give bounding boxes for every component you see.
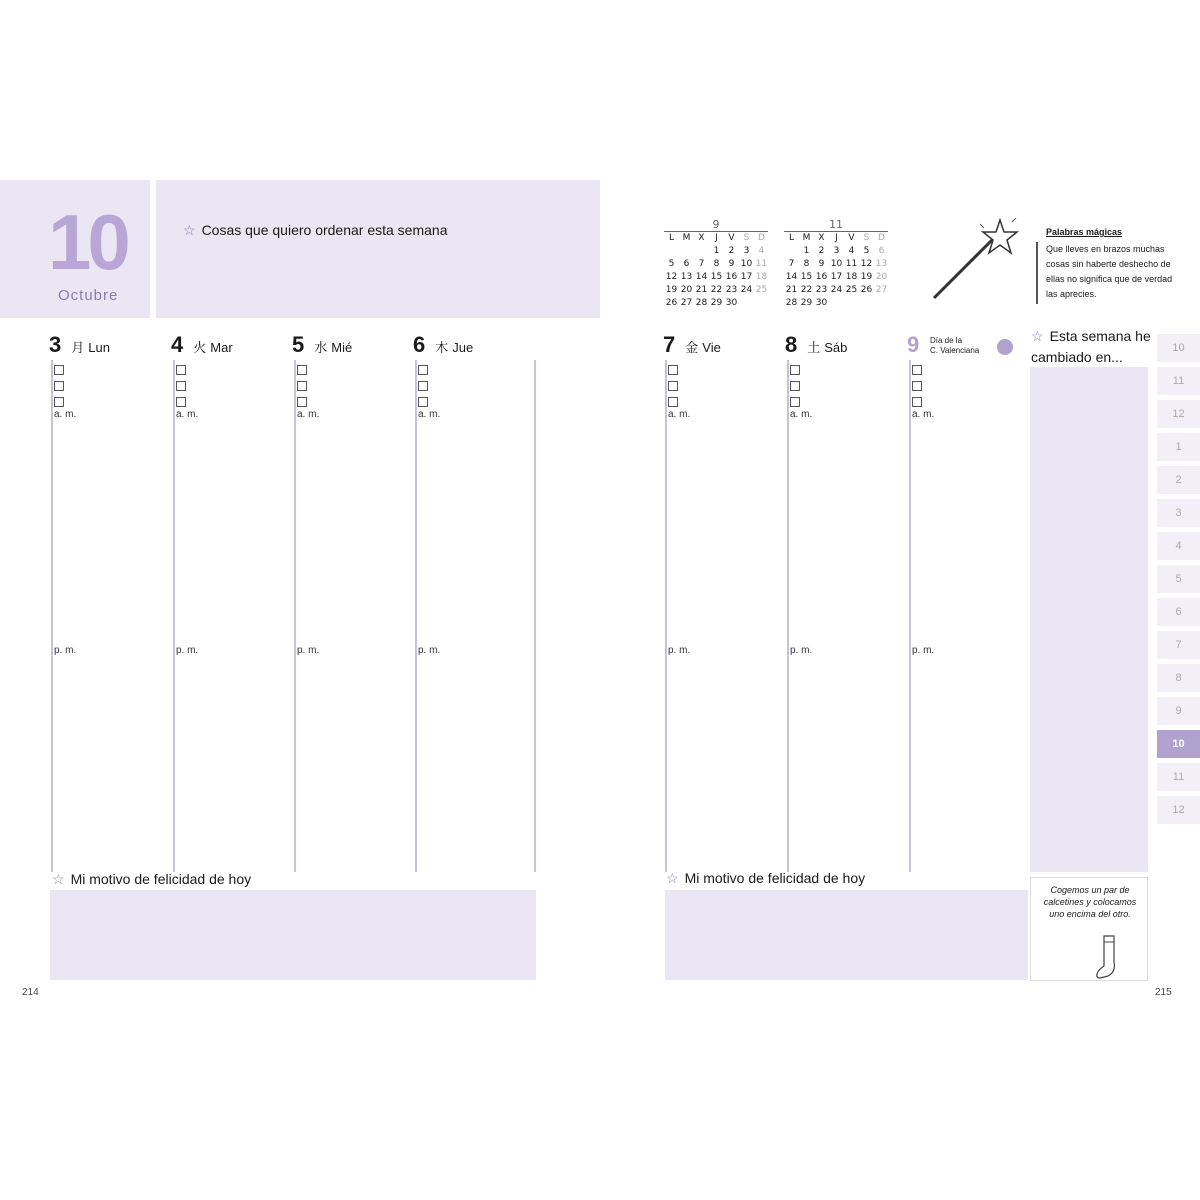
month-tab[interactable]: 8 — [1157, 664, 1200, 692]
calendar-day: 9 — [818, 259, 825, 269]
pm-label: p. m. — [54, 645, 77, 656]
calendar-day: 10 — [830, 259, 843, 269]
day-name: Vie — [702, 340, 721, 355]
calendar-day: 24 — [740, 285, 753, 295]
magic-words-title: Palabras mágicas — [1046, 227, 1123, 237]
am-label: a. m. — [912, 409, 935, 420]
calendar-weekday: S — [743, 233, 750, 243]
calendar-weekday: M — [682, 233, 691, 243]
checkbox[interactable] — [418, 397, 428, 407]
calendar-day: 29 — [800, 298, 813, 308]
calendar-day: 3 — [833, 246, 840, 256]
calendar-day — [844, 297, 859, 309]
happy-reason-box-right[interactable] — [665, 890, 1028, 980]
month-tab[interactable]: 3 — [1157, 499, 1200, 527]
day-divider — [787, 360, 789, 872]
checkbox[interactable] — [790, 365, 800, 375]
calendar-day: 25 — [755, 285, 768, 295]
calendar-day: 12 — [860, 259, 873, 269]
calendar-day: 28 — [785, 298, 798, 308]
weekly-order-title: ☆ Cosas que quiero ordenar esta semana — [183, 222, 448, 238]
calendar-day: 20 — [680, 285, 693, 295]
holiday-note — [930, 336, 979, 356]
day-header — [785, 332, 847, 358]
calendar-weekday: S — [863, 233, 870, 243]
calendar-day: 18 — [755, 272, 768, 282]
calendar-day — [784, 245, 799, 257]
checkbox[interactable] — [176, 397, 186, 407]
day-divider — [909, 360, 911, 872]
star-icon: ☆ — [52, 871, 65, 887]
day-name: Sáb — [824, 340, 848, 355]
day-divider — [665, 360, 667, 872]
calendar-weekday: V — [848, 233, 855, 243]
pm-label: p. m. — [912, 645, 935, 656]
day-kanji: 金 — [685, 340, 699, 355]
calendar-day: 13 — [875, 259, 888, 269]
checkbox[interactable] — [912, 381, 922, 391]
calendar-day: 22 — [800, 285, 813, 295]
calendar-weekday: J — [715, 233, 718, 243]
am-label: a. m. — [418, 409, 441, 420]
calendar-day: 25 — [845, 285, 858, 295]
month-tab[interactable]: 11 — [1157, 367, 1200, 395]
magic-words-divider — [1036, 242, 1038, 304]
calendar-weekday: L — [788, 233, 794, 243]
month-tab[interactable]: 10 — [1157, 334, 1200, 362]
month-tab[interactable]: 4 — [1157, 532, 1200, 560]
day-checkboxes — [668, 365, 678, 407]
calendar-day: 28 — [695, 298, 708, 308]
day-number: 7 — [663, 332, 676, 357]
month-tab[interactable]: 6 — [1157, 598, 1200, 626]
calendar-weekday: V — [728, 233, 735, 243]
calendar-day: 14 — [695, 272, 708, 282]
mini-calendar-grid — [784, 232, 888, 309]
month-name: Octubre — [58, 287, 119, 304]
day-number: 9 — [907, 332, 920, 357]
star-icon: ☆ — [666, 870, 679, 886]
mini-calendar-grid — [664, 232, 768, 309]
month-tab[interactable]: 9 — [1157, 697, 1200, 725]
star-icon: ☆ — [1031, 328, 1044, 344]
day-name: Lun — [88, 340, 110, 355]
calendar-day: 26 — [860, 285, 873, 295]
day-checkboxes — [912, 365, 922, 407]
calendar-day: 13 — [680, 272, 693, 282]
calendar-day — [829, 297, 844, 309]
day-checkboxes — [54, 365, 64, 407]
pm-label: p. m. — [297, 645, 320, 656]
calendar-day — [754, 297, 769, 309]
calendar-day: 16 — [815, 272, 828, 282]
calendar-day: 7 — [698, 259, 705, 269]
day-number: 6 — [413, 332, 426, 357]
calendar-day: 3 — [743, 246, 750, 256]
calendar-day: 15 — [800, 272, 813, 282]
month-tab[interactable]: 11 — [1157, 763, 1200, 791]
calendar-day: 1 — [803, 246, 810, 256]
month-tab[interactable]: 12 — [1157, 400, 1200, 428]
day-number: 8 — [785, 332, 798, 357]
calendar-day: 17 — [740, 272, 753, 282]
happy-reason-box-left[interactable] — [50, 890, 536, 980]
calendar-day: 7 — [788, 259, 795, 269]
day-kanji: 土 — [807, 340, 821, 355]
calendar-day: 17 — [830, 272, 843, 282]
calendar-day: 5 — [668, 259, 675, 269]
calendar-day: 27 — [875, 285, 888, 295]
page-number-right: 215 — [1155, 987, 1172, 998]
checkbox[interactable] — [297, 381, 307, 391]
month-tab[interactable]: 5 — [1157, 565, 1200, 593]
mini-calendar-title: 11 — [829, 218, 843, 231]
calendar-day: 27 — [680, 298, 693, 308]
calendar-day — [739, 297, 754, 309]
magic-wand-icon — [928, 218, 1020, 304]
day-divider — [173, 360, 175, 872]
happy-reason-title-left: ☆ Mi motivo de felicidad de hoy — [52, 871, 252, 887]
checkbox[interactable] — [790, 381, 800, 391]
calendar-weekday: X — [818, 233, 825, 243]
checkbox[interactable] — [912, 397, 922, 407]
calendar-day: 19 — [665, 285, 678, 295]
calendar-day: 6 — [878, 246, 885, 256]
calendar-day: 15 — [710, 272, 723, 282]
day-divider — [294, 360, 296, 872]
month-tab[interactable]: 12 — [1157, 796, 1200, 824]
day-divider — [534, 360, 536, 872]
calendar-day — [859, 297, 874, 309]
calendar-day: 8 — [803, 259, 810, 269]
calendar-weekday: L — [668, 233, 674, 243]
day-header — [49, 332, 110, 358]
calendar-day: 29 — [710, 298, 723, 308]
calendar-day: 30 — [725, 298, 738, 308]
calendar-day: 12 — [665, 272, 678, 282]
checkbox[interactable] — [297, 365, 307, 375]
calendar-day — [664, 245, 679, 257]
calendar-day: 30 — [815, 298, 828, 308]
checkbox[interactable] — [54, 365, 64, 375]
mini-calendar-title: 9 — [712, 218, 720, 231]
am-label: a. m. — [54, 409, 77, 420]
star-icon: ☆ — [183, 222, 196, 238]
calendar-day — [874, 297, 889, 309]
month-tab[interactable]: 1 — [1157, 433, 1200, 461]
holiday-note-line2: C. Valenciana — [930, 346, 980, 355]
calendar-weekday: D — [878, 233, 885, 243]
day-kanji: 水 — [314, 340, 328, 355]
calendar-day: 4 — [848, 246, 855, 256]
calendar-day: 8 — [713, 259, 720, 269]
calendar-day: 10 — [740, 259, 753, 269]
changed-title: ☆ Esta semana he cambiado en... — [1031, 328, 1151, 365]
day-kanji: 火 — [193, 340, 207, 355]
day-name: Mar — [210, 340, 233, 355]
day-divider — [415, 360, 417, 872]
calendar-day: 21 — [785, 285, 798, 295]
checkbox[interactable] — [668, 381, 678, 391]
calendar-weekday: D — [758, 233, 765, 243]
calendar-day: 11 — [755, 259, 768, 269]
calendar-day: 21 — [695, 285, 708, 295]
calendar-day: 2 — [728, 246, 735, 256]
calendar-day: 6 — [683, 259, 690, 269]
checkbox[interactable] — [418, 365, 428, 375]
calendar-day: 5 — [863, 246, 870, 256]
day-header-holiday — [907, 332, 925, 358]
changed-panel[interactable] — [1030, 367, 1148, 872]
month-tab[interactable]: 10 — [1157, 730, 1200, 758]
calendar-day: 9 — [728, 259, 735, 269]
checkbox[interactable] — [54, 397, 64, 407]
checkbox[interactable] — [790, 397, 800, 407]
am-label: a. m. — [668, 409, 691, 420]
calendar-day — [694, 245, 709, 257]
day-divider — [51, 360, 53, 872]
mini-calendar-november — [784, 218, 888, 309]
calendar-day: 26 — [665, 298, 678, 308]
calendar-day: 18 — [845, 272, 858, 282]
holiday-dot-icon — [997, 339, 1013, 355]
day-number: 5 — [292, 332, 305, 357]
page-number-left: 214 — [22, 987, 39, 998]
checkbox[interactable] — [668, 365, 678, 375]
pm-label: p. m. — [668, 645, 691, 656]
day-number: 4 — [171, 332, 184, 357]
month-tabs — [1157, 334, 1200, 829]
calendar-day: 22 — [710, 285, 723, 295]
checkbox[interactable] — [54, 381, 64, 391]
calendar-day: 2 — [818, 246, 825, 256]
sock-icon — [1094, 934, 1124, 980]
checkbox[interactable] — [297, 397, 307, 407]
month-number: 10 — [48, 198, 127, 286]
day-header — [413, 332, 473, 358]
day-checkboxes — [176, 365, 186, 407]
holiday-note-line1: Día de la — [930, 336, 963, 345]
calendar-weekday: M — [802, 233, 811, 243]
calendar-day — [679, 245, 694, 257]
calendar-day: 19 — [860, 272, 873, 282]
calendar-weekday: X — [698, 233, 705, 243]
day-name: Mié — [331, 340, 353, 355]
calendar-day: 4 — [758, 246, 765, 256]
day-header — [171, 332, 233, 358]
pm-label: p. m. — [790, 645, 813, 656]
calendar-day: 23 — [725, 285, 738, 295]
checkbox[interactable] — [176, 365, 186, 375]
day-kanji: 月 — [71, 340, 85, 355]
checkbox[interactable] — [912, 365, 922, 375]
calendar-day: 23 — [815, 285, 828, 295]
pm-label: p. m. — [418, 645, 441, 656]
day-checkboxes — [790, 365, 800, 407]
day-kanji: 木 — [435, 340, 449, 355]
day-number: 3 — [49, 332, 62, 357]
checkbox[interactable] — [668, 397, 678, 407]
calendar-day: 24 — [830, 285, 843, 295]
am-label: a. m. — [176, 409, 199, 420]
month-tab[interactable]: 2 — [1157, 466, 1200, 494]
day-header — [292, 332, 352, 358]
calendar-day: 20 — [875, 272, 888, 282]
calendar-day: 11 — [845, 259, 858, 269]
month-tab[interactable]: 7 — [1157, 631, 1200, 659]
calendar-weekday: J — [835, 233, 838, 243]
pm-label: p. m. — [176, 645, 199, 656]
weekly-order-panel — [156, 180, 600, 318]
checkbox[interactable] — [176, 381, 186, 391]
am-label: a. m. — [297, 409, 320, 420]
calendar-day: 16 — [725, 272, 738, 282]
calendar-day: 14 — [785, 272, 798, 282]
day-name: Jue — [452, 340, 474, 355]
tip-text: Cogemos un par de calcetines y colocamos uno encima del otro. — [1043, 885, 1137, 919]
magic-words-text: Que lleves en brazos muchas cosas sin haberte deshecho de ellas no significa que de verdad las aprecies. — [1046, 244, 1173, 299]
day-checkboxes — [297, 365, 307, 407]
am-label: a. m. — [790, 409, 813, 420]
calendar-day: 1 — [713, 246, 720, 256]
mini-calendar-september — [664, 218, 768, 309]
day-header — [663, 332, 721, 358]
checkbox[interactable] — [418, 381, 428, 391]
happy-reason-title-right: ☆ Mi motivo de felicidad de hoy — [666, 870, 866, 886]
day-checkboxes — [418, 365, 428, 407]
